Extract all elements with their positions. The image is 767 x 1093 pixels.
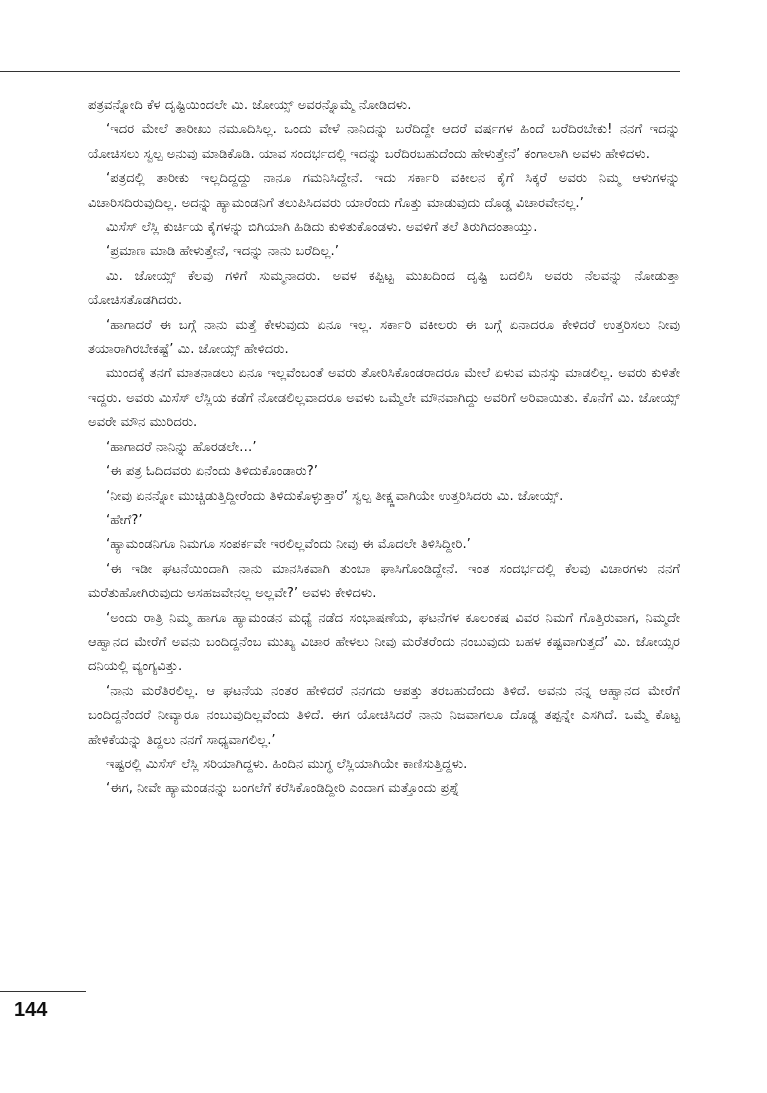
page-number: 144: [14, 999, 48, 1021]
paragraph: ‘ಈ ಇಡೀ ಘಟನೆಯಿಂದಾಗಿ ನಾನು ಮಾನಸಿಕವಾಗಿ ತುಂಬಾ ಘಾಸಿಗೊಂಡಿದ್ದೇನೆ. ಇಂತ ಸಂದರ್ಭದಲ್ಲಿ ಕೆಲವು ವಿಚಾರಗಳು ನನಗೆ ಮರೆತುಹೋಗಿರುವುದು ಅಸಹಜವೇನಲ್ಲ ಅಲ್ಲವೇ?’ ಅವಳು ಕೇಳಿದಳು.: [88, 561, 680, 602]
paragraph: ‘ಪ್ರಮಾಣ ಮಾಡಿ ಹೇಳುತ್ತೇನೆ, ಇದನ್ನು ನಾನು ಬರೆದಿಲ್ಲ.’: [106, 244, 339, 260]
paragraph: ‘ನೀವು ಏನನ್ನೋ ಮುಚ್ಚಿಡುತ್ತಿದ್ದೀರೆಂದು ತಿಳಿದುಕೊಳ್ಳುತ್ತಾರೆ’ ಸ್ವಲ್ಪ ತೀಕ್ಷ್ಣವಾಗಿಯೇ ಉತ್ತರಿಸಿದರು ಮಿ. ಜೋಯ್ಸ್.: [106, 488, 564, 504]
paragraph: ‘ಪತ್ರದಲ್ಲಿ ತಾರೀಕು ಇಲ್ಲದಿದ್ದದ್ದು ನಾನೂ ಗಮನಿಸಿದ್ದೇನೆ. ಇದು ಸರ್ಕಾರಿ ವಕೀಲನ ಕೈಗೆ ಸಿಕ್ಕರೆ ಅವರು ನಿಮ್ಮ ಆಳುಗಳನ್ನು ವಿಚಾರಿಸದಿರುವುದಿಲ್ಲ. ಅದನ್ನು ಹ್ಯಾಮಂಡನಿಗೆ ತಲುಪಿಸಿದವರು ಯಾರೆಂದು ಗೊತ್ತು ಮಾಡುವುದು ದೊಡ್ಡ ವಿಚಾರವೇನಲ್ಲ.’: [88, 171, 680, 211]
paragraph: ‘ಈಗ, ನೀವೇ ಹ್ಯಾಮಂಡನನ್ನು ಬಂಗಲೆಗೆ ಕರೆಸಿಕೊಂಡಿದ್ದೀರಿ ಎಂದಾಗ ಮತ್ತೊಂದು ಪ್ರಶ್ನೆ: [106, 781, 460, 797]
paragraph: ‘ಹೇಗೆ?’: [106, 512, 143, 528]
page-body: [88, 94, 680, 802]
paragraph: ‘ಅಂದು ರಾತ್ರಿ ನಿಮ್ಮ ಹಾಗೂ ಹ್ಯಾಮಂಡನ ಮಧ್ಯೆ ನಡೆದ ಸಂಭಾಷಣೆಯ, ಘಟನೆಗಳ ಕೂಲಂಕಷ ವಿವರ ನಿಮಗೆ ಗೊತ್ತಿರುವಾಗ, ನಿಮ್ಮದೇ ಆಹ್ವಾನದ ಮೇರೆಗೆ ಅವನು ಬಂದಿದ್ದನೆಂಬ ಮುಖ್ಯ ವಿಚಾರ ಹೇಳಲು ನೀವು ಮರೆತರೆಂದು ನಂಬುವುದು ಬಹಳ ಕಷ್ಟವಾಗುತ್ತದೆ’ ಮಿ. ಜೋಯ್ಸರ ದನಿಯಲ್ಲಿ ವ್ಯಂಗ್ಯವಿತ್ತು.: [88, 610, 680, 675]
paragraph: ಮುಂದಕ್ಕೆ ತನಗೆ ಮಾತನಾಡಲು ಏನೂ ಇಲ್ಲವೆಂಬಂತೆ ಅವರು ತೋರಿಸಿಕೊಂಡರಾದರೂ ಮೇಲೆ ಏಳುವ ಮನಸ್ಸು ಮಾಡಲಿಲ್ಲ. ಅವರು ಕುಳಿತೇ ಇದ್ದರು. ಅವರು ಮಿಸೆಸ್ ಲೆಸ್ಲಿಯ ಕಡೆಗೆ ನೋಡಲಿಲ್ಲವಾದರೂ ಅವಳು ಒಮ್ಮೆಲೇ ಮೌನವಾಗಿದ್ದು ಅವರಿಗೆ ಅರಿವಾಯಿತು. ಕೊನೆಗೆ ಮಿ. ಜೋಯ್ಸ್ ಅವರೇ ಮೌನ ಮುರಿದರು.: [88, 366, 680, 431]
paragraph: ‘ಹಾಗಾದರೆ ಈ ಬಗ್ಗೆ ನಾನು ಮತ್ತೆ ಕೇಳುವುದು ಏನೂ ಇಲ್ಲ. ಸರ್ಕಾರಿ ವಕೀಲರು ಈ ಬಗ್ಗೆ ಏನಾದರೂ ಕೇಳಿದರೆ ಉತ್ತರಿಸಲು ನೀವು ತಯಾರಾಗಿರಬೇಕಷ್ಟೆ’ ಮಿ. ಜೋಯ್ಸ್ ಹೇಳಿದರು.: [88, 317, 680, 358]
paragraph: ಇಷ್ಟರಲ್ಲಿ ಮಿಸೆಸ್ ಲೆಸ್ಲಿ ಸರಿಯಾಗಿದ್ದಳು. ಹಿಂದಿನ ಮುಗ್ಧ ಲೆಸ್ಲಿಯಾಗಿಯೇ ಕಾಣಿಸುತ್ತಿದ್ದಳು.: [106, 756, 468, 772]
paragraph: ಪತ್ರವನ್ನೋದಿ ಕೆಳ ದೃಷ್ಟಿಯಿಂದಲೇ ಮಿ. ಜೋಯ್ಸ್ ಅವರನ್ನೊಮ್ಮೆ ನೋಡಿದಳು.: [88, 98, 412, 113]
paragraph: ‘ಈ ಪತ್ರ ಓದಿದವರು ಏನೆಂದು ತಿಳಿದುಕೊಂಡಾರು?’: [106, 464, 318, 480]
top-rule: [0, 71, 680, 72]
paragraph: ಮಿಸೆಸ್ ಲೆಸ್ಲಿ ಕುರ್ಚಿಯ ಕೈಗಳನ್ನು ಬಿಗಿಯಾಗಿ ಹಿಡಿದು ಕುಳಿತುಕೊಂಡಳು. ಅವಳಿಗೆ ತಲೆ ತಿರುಗಿದಂತಾಯ್ತು.: [106, 220, 538, 236]
paragraph: ‘ನಾನು ಮರೆತಿರಲಿಲ್ಲ. ಆ ಘಟನೆಯ ನಂತರ ಹೇಳಿದರೆ ನನಗದು ಆಪತ್ತು ತರಬಹುದೆಂದು ತಿಳಿದೆ. ಅವನು ನನ್ನ ಆಹ್ವಾನದ ಮೇರೆಗೆ ಬಂದಿದ್ದನೆಂದರೆ ನೀವ್ಯಾರೂ ನಂಬುವುದಿಲ್ಲವೆಂದು ತಿಳಿದೆ. ಈಗ ಯೋಚಿಸಿದರೆ ನಾನು ನಿಜವಾಗಲೂ ದೊಡ್ಡ ತಪ್ಪನ್ನೇ ಎಸಗಿದೆ. ಒಮ್ಮೆ ಕೊಟ್ಟ ಹೇಳಿಕೆಯನ್ನು ತಿದ್ದಲು ನನಗೆ ಸಾಧ್ಯವಾಗಲಿಲ್ಲ.’: [88, 683, 680, 748]
paragraph: ‘ಹ್ಯಾಮಂಡನಿಗೂ ನಿಮಗೂ ಸಂಪರ್ಕವೇ ಇರಲಿಲ್ಲವೆಂದು ನೀವು ಈ ಮೊದಲೇ ತಿಳಿಸಿದ್ದೀರಿ.’: [106, 537, 471, 553]
paragraph: ಮಿ. ಜೋಯ್ಸ್ ಕೆಲವು ಗಳಿಗೆ ಸುಮ್ಮನಾದರು. ಅವಳ ಕಪ್ಪಿಟ್ಟ ಮುಖದಿಂದ ದೃಷ್ಟಿ ಬದಲಿಸಿ ಅವರು ನೆಲವನ್ನು ನೋಡುತ್ತಾ ಯೋಚಿಸತೊಡಗಿದರು.: [88, 268, 680, 309]
paragraph: ‘ಇದರ ಮೇಲೆ ತಾರೀಖು ನಮೂದಿಸಿಲ್ಲ. ಒಂದು ವೇಳೆ ನಾನಿದನ್ನು ಬರೆದಿದ್ದೇ ಆದರೆ ವರ್ಷಗಳ ಹಿಂದೆ ಬರೆದಿರಬೇಕು! ನನಗೆ ಇದನ್ನು ಯೋಚಿಸಲು ಸ್ವಲ್ಪ ಅನುವು ಮಾಡಿಕೊಡಿ. ಯಾವ ಸಂದರ್ಭದಲ್ಲಿ ಇದನ್ನು ಬರೆದಿರಬಹುದೆಂದು ಹೇಳುತ್ತೇನೆ’ ಕಂಗಾಲಾಗಿ ಅವಳು ಹೇಳಿದಳು.: [88, 122, 680, 162]
footer-rule: [0, 991, 86, 992]
paragraph: ‘ಹಾಗಾದರೆ ನಾನಿನ್ನು ಹೊರಡಲೇ…’: [106, 439, 257, 455]
